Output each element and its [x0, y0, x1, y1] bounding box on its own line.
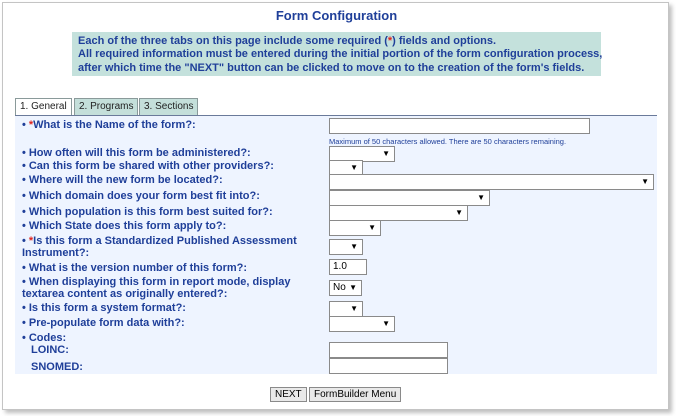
- chevron-down-icon: ▼: [350, 304, 358, 313]
- prepopulate-select[interactable]: [329, 316, 395, 332]
- question-state: • Which State does this form apply to?:: [22, 220, 227, 232]
- form-name-char-note: Maximum of 50 characters allowed. There are 50 characters remaining.: [329, 137, 567, 146]
- chevron-down-icon: ▼: [382, 149, 390, 158]
- formbuilder-menu-button[interactable]: FormBuilder Menu: [309, 387, 401, 402]
- tab-sections[interactable]: 3. Sections: [139, 98, 198, 115]
- info-line-1: Each of the three tabs on this page include some required (*) fields and options.: [78, 35, 497, 47]
- question-population: • Which population is this form best suited for?:: [22, 206, 273, 218]
- question-location: • Where will the new form be located?:: [22, 174, 223, 186]
- question-spai: • *Is this form a Standardized Published Assessment: [22, 235, 297, 247]
- chevron-down-icon: ▼: [477, 193, 485, 202]
- form-name-input[interactable]: [329, 118, 590, 134]
- question-textarea-display: • When displaying this form in report mode, display: [22, 276, 291, 288]
- tab-general[interactable]: 1. General: [15, 98, 72, 116]
- tab-programs[interactable]: 2. Programs: [74, 98, 138, 115]
- chevron-down-icon: ▼: [349, 283, 357, 292]
- question-prepopulate: • Pre-populate form data with?:: [22, 317, 185, 329]
- system-format-select[interactable]: [329, 301, 363, 317]
- domain-select[interactable]: [329, 190, 490, 206]
- question-textarea-display-line2: textarea content as originally entered?:: [22, 288, 228, 300]
- question-version: • What is the version number of this form?:: [22, 262, 248, 274]
- required-star: *: [387, 35, 393, 47]
- question-codes: • Codes:: [22, 332, 67, 344]
- state-select[interactable]: [329, 220, 381, 236]
- population-select[interactable]: [329, 205, 468, 221]
- chevron-down-icon: ▼: [382, 319, 390, 328]
- snomed-input[interactable]: [329, 358, 448, 374]
- snomed-label: SNOMED:: [31, 361, 83, 373]
- textarea-display-select[interactable]: No ▼: [329, 280, 362, 296]
- question-form-name: • *What is the Name of the form?:: [22, 119, 196, 131]
- question-administered: • How often will this form be administered?:: [22, 147, 251, 159]
- next-button[interactable]: NEXT: [270, 387, 307, 402]
- page-title: Form Configuration: [275, 8, 398, 23]
- info-line-3: after which time the "NEXT" button can be clicked to move on to the creation of the form's fields.: [78, 61, 585, 74]
- info-box: [72, 32, 601, 76]
- form-configuration-window: [2, 2, 669, 410]
- chevron-down-icon: ▼: [350, 242, 358, 251]
- info-line-2: All required information must be entered during the initial portion of the form configuration process,: [78, 48, 603, 61]
- loinc-label: LOINC:: [31, 344, 69, 356]
- chevron-down-icon: ▼: [641, 177, 649, 186]
- loinc-input[interactable]: [329, 342, 448, 358]
- spai-select[interactable]: [329, 239, 363, 255]
- required-star: *: [28, 235, 34, 247]
- chevron-down-icon: ▼: [368, 223, 376, 232]
- question-shared: • Can this form be shared with other providers?:: [22, 160, 274, 172]
- question-domain: • Which domain does your form best fit into?:: [22, 190, 260, 202]
- location-select[interactable]: [329, 174, 654, 190]
- question-spai-line2: Instrument?:: [22, 247, 90, 259]
- version-input[interactable]: 1.0: [329, 259, 367, 275]
- general-tab-panel: [15, 115, 657, 374]
- question-system-format: • Is this form a system format?:: [22, 302, 186, 314]
- required-star: *: [28, 119, 34, 131]
- chevron-down-icon: ▼: [350, 163, 358, 172]
- chevron-down-icon: ▼: [455, 208, 463, 217]
